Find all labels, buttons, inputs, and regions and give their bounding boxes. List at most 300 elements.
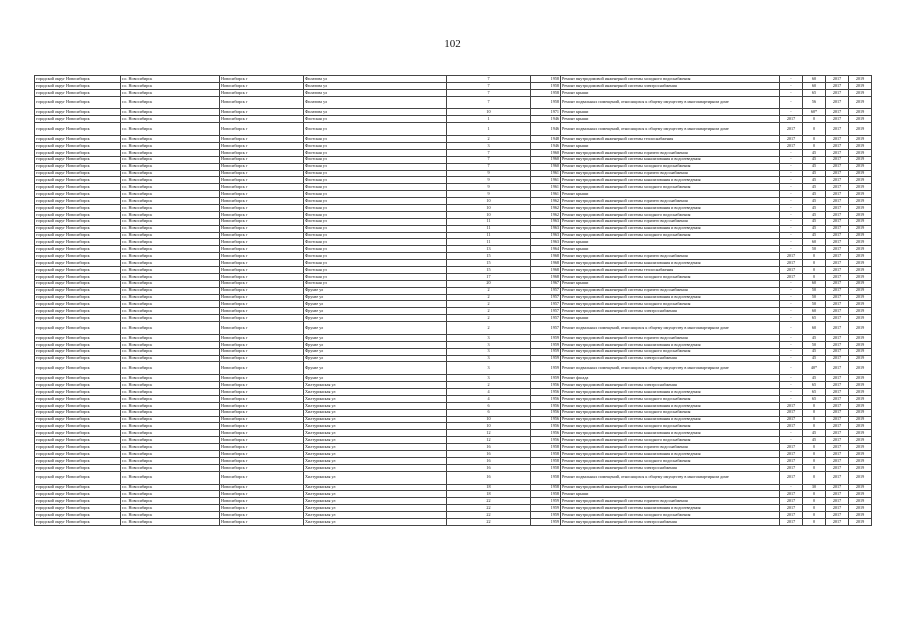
municipality-cell: городской округ Новосибирск <box>35 382 121 389</box>
plan-end-cell: 2019 <box>849 191 872 198</box>
city-cell: Новосибирск г <box>220 430 304 437</box>
plan-end-cell: 2019 <box>849 82 872 89</box>
district-cell: г.о. Новосибирск <box>121 355 220 362</box>
table-row <box>35 518 872 525</box>
plan-end-cell: 2019 <box>849 362 872 375</box>
wear-percent-cell: 0 <box>803 423 826 430</box>
house-number-cell: 7 <box>447 149 531 156</box>
city-cell: Новосибирск г <box>220 518 304 525</box>
work-type-cell: Ремонт внутридомовой инженерной системы канализования и водоотведения <box>561 430 780 437</box>
table-row <box>35 82 872 89</box>
plan-start-cell: 2017 <box>826 395 849 402</box>
plan-start-cell: 2017 <box>826 116 849 123</box>
plan-start-cell: 2017 <box>826 156 849 163</box>
done-year-cell: - <box>780 191 803 198</box>
plan-end-cell: 2019 <box>849 348 872 355</box>
street-cell: Хилтуринская ул <box>304 471 447 484</box>
city-cell: Новосибирск г <box>220 204 304 211</box>
plan-end-cell: 2019 <box>849 457 872 464</box>
street-cell: Хилтуринская ул <box>304 518 447 525</box>
wear-percent-cell: 0 <box>803 505 826 512</box>
plan-start-cell: 2017 <box>826 471 849 484</box>
city-cell: Новосибирск г <box>220 163 304 170</box>
plan-start-cell: 2017 <box>826 253 849 260</box>
municipality-cell: городской округ Новосибирск <box>35 471 121 484</box>
house-number-cell: 7 <box>447 82 531 89</box>
municipality-cell: городской округ Новосибирск <box>35 96 121 109</box>
built-year-cell: 1961 <box>531 191 561 198</box>
wear-percent-cell: 50 <box>803 246 826 253</box>
wear-percent-cell: 0 <box>803 457 826 464</box>
house-number-cell: 3 <box>447 375 531 382</box>
city-cell: Новосибирск г <box>220 451 304 458</box>
house-number-cell: 9 <box>447 170 531 177</box>
house-number-cell: 2 <box>447 322 531 335</box>
built-year-cell: 1968 <box>531 266 561 273</box>
table-row <box>35 260 872 267</box>
municipality-cell: городской округ Новосибирск <box>35 498 121 505</box>
plan-end-cell: 2019 <box>849 512 872 519</box>
wear-percent-cell: 56 <box>803 96 826 109</box>
table-row <box>35 395 872 402</box>
house-number-cell: 12 <box>447 437 531 444</box>
plan-end-cell: 2019 <box>849 96 872 109</box>
built-year-cell: 1960 <box>531 156 561 163</box>
wear-percent-cell: 45 <box>803 198 826 205</box>
district-cell: г.о. Новосибирск <box>121 402 220 409</box>
plan-start-cell: 2017 <box>826 273 849 280</box>
work-type-cell: Ремонт внутридомовой инженерной системы горячего водоснабжения <box>561 253 780 260</box>
table-row <box>35 109 872 116</box>
plan-start-cell: 2017 <box>826 512 849 519</box>
built-year-cell: 1956 <box>531 389 561 396</box>
wear-percent-cell: 50 <box>803 301 826 308</box>
municipality-cell: городской округ Новосибирск <box>35 322 121 335</box>
built-year-cell: 1959 <box>531 375 561 382</box>
plan-end-cell: 2019 <box>849 423 872 430</box>
wear-percent-cell: 65 <box>803 395 826 402</box>
street-cell: Филатова ул <box>304 96 447 109</box>
plan-end-cell: 2019 <box>849 184 872 191</box>
house-number-cell: 12 <box>447 430 531 437</box>
street-cell: Хилтуринская ул <box>304 437 447 444</box>
built-year-cell: 1956 <box>531 437 561 444</box>
house-number-cell: 18 <box>447 484 531 491</box>
built-year-cell: 1968 <box>531 253 561 260</box>
built-year-cell: 1959 <box>531 355 561 362</box>
district-cell: г.о. Новосибирск <box>121 348 220 355</box>
house-number-cell: 7 <box>447 76 531 83</box>
plan-start-cell: 2017 <box>826 82 849 89</box>
done-year-cell: 2017 <box>780 518 803 525</box>
house-number-cell: 10 <box>447 211 531 218</box>
municipality-cell: городской округ Новосибирск <box>35 246 121 253</box>
built-year-cell: 1963 <box>531 239 561 246</box>
work-type-cell: Ремонт внутридомовой инженерной системы электроснабжения <box>561 484 780 491</box>
plan-end-cell: 2019 <box>849 334 872 341</box>
built-year-cell: 1959 <box>531 341 561 348</box>
page-number: 102 <box>444 38 461 50</box>
street-cell: Флотская ул <box>304 184 447 191</box>
plan-end-cell: 2019 <box>849 484 872 491</box>
done-year-cell: 2017 <box>780 409 803 416</box>
municipality-cell: городской округ Новосибирск <box>35 389 121 396</box>
city-cell: Новосибирск г <box>220 260 304 267</box>
done-year-cell: - <box>780 389 803 396</box>
plan-end-cell: 2019 <box>849 287 872 294</box>
built-year-cell: 1958 <box>531 96 561 109</box>
built-year-cell: 1957 <box>531 315 561 322</box>
plan-start-cell: 2017 <box>826 484 849 491</box>
district-cell: г.о. Новосибирск <box>121 382 220 389</box>
wear-percent-cell: 45 <box>803 232 826 239</box>
plan-start-cell: 2017 <box>826 246 849 253</box>
built-year-cell: 1960 <box>531 149 561 156</box>
city-cell: Новосибирск г <box>220 198 304 205</box>
built-year-cell: 1959 <box>531 498 561 505</box>
built-year-cell: 1958 <box>531 76 561 83</box>
plan-start-cell: 2017 <box>826 355 849 362</box>
street-cell: Хилтуринская ул <box>304 395 447 402</box>
plan-start-cell: 2017 <box>826 96 849 109</box>
work-type-cell: Ремонт внутридомовой инженерной системы горячего водоснабжения <box>561 287 780 294</box>
city-cell: Новосибирск г <box>220 355 304 362</box>
plan-start-cell: 2017 <box>826 204 849 211</box>
done-year-cell: 2017 <box>780 142 803 149</box>
street-cell: Хилтуринская ул <box>304 444 447 451</box>
district-cell: г.о. Новосибирск <box>121 484 220 491</box>
built-year-cell: 1968 <box>531 273 561 280</box>
built-year-cell: 1961 <box>531 177 561 184</box>
built-year-cell: 1956 <box>531 402 561 409</box>
built-year-cell: 1959 <box>531 334 561 341</box>
municipality-cell: городской округ Новосибирск <box>35 430 121 437</box>
district-cell: г.о. Новосибирск <box>121 341 220 348</box>
table-row <box>35 505 872 512</box>
house-number-cell: 18 <box>447 491 531 498</box>
city-cell: Новосибирск г <box>220 232 304 239</box>
house-number-cell: 9 <box>447 177 531 184</box>
plan-end-cell: 2019 <box>849 518 872 525</box>
plan-end-cell: 2019 <box>849 136 872 143</box>
plan-end-cell: 2019 <box>849 116 872 123</box>
done-year-cell: - <box>780 149 803 156</box>
street-cell: Флотская ул <box>304 246 447 253</box>
table-row <box>35 484 872 491</box>
wear-percent-cell: 0 <box>803 409 826 416</box>
built-year-cell: 1957 <box>531 294 561 301</box>
city-cell: Новосибирск г <box>220 382 304 389</box>
done-year-cell: 2017 <box>780 491 803 498</box>
house-number-cell: 7 <box>447 96 531 109</box>
table-row <box>35 211 872 218</box>
district-cell: г.о. Новосибирск <box>121 191 220 198</box>
plan-start-cell: 2017 <box>826 498 849 505</box>
municipality-cell: городской округ Новосибирск <box>35 218 121 225</box>
wear-percent-cell: 0 <box>803 491 826 498</box>
done-year-cell: - <box>780 437 803 444</box>
wear-percent-cell: 50 <box>803 287 826 294</box>
plan-start-cell: 2017 <box>826 211 849 218</box>
wear-percent-cell: 45 <box>803 156 826 163</box>
city-cell: Новосибирск г <box>220 375 304 382</box>
house-number-cell: 7 <box>447 89 531 96</box>
table-row <box>35 334 872 341</box>
district-cell: г.о. Новосибирск <box>121 232 220 239</box>
district-cell: г.о. Новосибирск <box>121 409 220 416</box>
street-cell: Хилтуринская ул <box>304 430 447 437</box>
work-type-cell: Ремонт крыши <box>561 491 780 498</box>
done-year-cell: - <box>780 395 803 402</box>
district-cell: г.о. Новосибирск <box>121 512 220 519</box>
work-type-cell: Ремонт внутридомовой инженерной системы канализования и водоотведения <box>561 156 780 163</box>
table-row <box>35 266 872 273</box>
street-cell: Хилтуринская ул <box>304 402 447 409</box>
house-number-cell: 2 <box>447 301 531 308</box>
street-cell: Хилтуринская ул <box>304 491 447 498</box>
work-type-cell: Ремонт внутридомовой инженерной системы канализования и водоотведения <box>561 389 780 396</box>
street-cell: Хилтуринская ул <box>304 498 447 505</box>
wear-percent-cell: 0 <box>803 451 826 458</box>
district-cell: г.о. Новосибирск <box>121 204 220 211</box>
street-cell: Флотская ул <box>304 204 447 211</box>
built-year-cell: 1958 <box>531 82 561 89</box>
table-row <box>35 416 872 423</box>
municipality-cell: городской округ Новосибирск <box>35 198 121 205</box>
street-cell: Фрунзе ул <box>304 334 447 341</box>
built-year-cell: 1958 <box>531 471 561 484</box>
wear-percent-cell: 60 <box>803 280 826 287</box>
house-number-cell: 22 <box>447 512 531 519</box>
work-type-cell: Ремонт внутридомовой инженерной системы холодного водоснабжения <box>561 457 780 464</box>
plan-end-cell: 2019 <box>849 430 872 437</box>
done-year-cell: 2017 <box>780 266 803 273</box>
municipality-cell: городской округ Новосибирск <box>35 451 121 458</box>
built-year-cell: 1946 <box>531 123 561 136</box>
built-year-cell: 1956 <box>531 409 561 416</box>
wear-percent-cell: 45 <box>803 191 826 198</box>
city-cell: Новосибирск г <box>220 156 304 163</box>
plan-end-cell: 2019 <box>849 76 872 83</box>
done-year-cell: - <box>780 362 803 375</box>
city-cell: Новосибирск г <box>220 89 304 96</box>
work-type-cell: Ремонт внутридомовой инженерной системы холодного водоснабжения <box>561 301 780 308</box>
work-type-cell: Ремонт внутридомовой инженерной системы канализования и водоотведения <box>561 225 780 232</box>
work-type-cell: Ремонт крыши <box>561 116 780 123</box>
table-row <box>35 308 872 315</box>
plan-end-cell: 2019 <box>849 225 872 232</box>
work-type-cell: Ремонт внутридомовой инженерной системы горячего водоснабжения <box>561 170 780 177</box>
done-year-cell: 2017 <box>780 498 803 505</box>
house-number-cell: 9 <box>447 184 531 191</box>
plan-start-cell: 2017 <box>826 518 849 525</box>
city-cell: Новосибирск г <box>220 225 304 232</box>
work-type-cell: Ремонт крыши <box>561 315 780 322</box>
plan-start-cell: 2017 <box>826 149 849 156</box>
plan-start-cell: 2017 <box>826 362 849 375</box>
city-cell: Новосибирск г <box>220 253 304 260</box>
done-year-cell: - <box>780 204 803 211</box>
house-number-cell: 2 <box>447 136 531 143</box>
done-year-cell: 2017 <box>780 457 803 464</box>
built-year-cell: 1957 <box>531 301 561 308</box>
work-type-cell: Ремонт внутридомовой инженерной системы канализования и водоотведения <box>561 177 780 184</box>
plan-end-cell: 2019 <box>849 294 872 301</box>
plan-start-cell: 2017 <box>826 260 849 267</box>
work-type-cell: Ремонт внутридомовой инженерной системы электроснабжения <box>561 464 780 471</box>
table-row <box>35 451 872 458</box>
built-year-cell: 1959 <box>531 348 561 355</box>
street-cell: Флотская ул <box>304 273 447 280</box>
street-cell: Фрунзе ул <box>304 287 447 294</box>
house-number-cell: 10 <box>447 198 531 205</box>
table-row <box>35 315 872 322</box>
plan-end-cell: 2019 <box>849 89 872 96</box>
street-cell: Флотская ул <box>304 156 447 163</box>
district-cell: г.о. Новосибирск <box>121 430 220 437</box>
built-year-cell: 1958 <box>531 484 561 491</box>
city-cell: Новосибирск г <box>220 498 304 505</box>
city-cell: Новосибирск г <box>220 308 304 315</box>
district-cell: г.о. Новосибирск <box>121 308 220 315</box>
wear-percent-cell: 45 <box>803 149 826 156</box>
house-number-cell: 16 <box>447 464 531 471</box>
plan-end-cell: 2019 <box>849 149 872 156</box>
built-year-cell: 1958 <box>531 491 561 498</box>
table-row <box>35 76 872 83</box>
done-year-cell: - <box>780 301 803 308</box>
done-year-cell: - <box>780 198 803 205</box>
wear-percent-cell: 50 <box>803 294 826 301</box>
wear-percent-cell: 65 <box>803 315 826 322</box>
street-cell: Хилтуринская ул <box>304 416 447 423</box>
plan-end-cell: 2019 <box>849 409 872 416</box>
wear-percent-cell: 0 <box>803 518 826 525</box>
municipality-cell: городской округ Новосибирск <box>35 437 121 444</box>
table-row <box>35 348 872 355</box>
city-cell: Новосибирск г <box>220 116 304 123</box>
street-cell: Флотская ул <box>304 232 447 239</box>
done-year-cell: - <box>780 177 803 184</box>
plan-end-cell: 2019 <box>849 315 872 322</box>
street-cell: Хилтуринская ул <box>304 389 447 396</box>
district-cell: г.о. Новосибирск <box>121 109 220 116</box>
wear-percent-cell: 30 <box>803 484 826 491</box>
table-row <box>35 382 872 389</box>
work-type-cell: Ремонт фасада <box>561 375 780 382</box>
street-cell: Филатова ул <box>304 89 447 96</box>
plan-start-cell: 2017 <box>826 142 849 149</box>
city-cell: Новосибирск г <box>220 142 304 149</box>
work-type-cell: Ремонт внутридомовой инженерной системы холодного водоснабжения <box>561 163 780 170</box>
district-cell: г.о. Новосибирск <box>121 177 220 184</box>
wear-percent-cell: 45 <box>803 430 826 437</box>
plan-end-cell: 2019 <box>849 232 872 239</box>
plan-start-cell: 2017 <box>826 287 849 294</box>
work-type-cell: Ремонт внутридомовой инженерной системы электроснабжения <box>561 518 780 525</box>
street-cell: Фрунзе ул <box>304 294 447 301</box>
built-year-cell: 1967 <box>531 280 561 287</box>
municipality-cell: городской округ Новосибирск <box>35 170 121 177</box>
done-year-cell: 2017 <box>780 116 803 123</box>
plan-end-cell: 2019 <box>849 416 872 423</box>
done-year-cell: - <box>780 156 803 163</box>
wear-percent-cell: 65 <box>803 382 826 389</box>
work-type-cell: Ремонт внутридомовой инженерной системы холодного водоснабжения <box>561 423 780 430</box>
table-row <box>35 246 872 253</box>
street-cell: Филатова ул <box>304 109 447 116</box>
plan-end-cell: 2019 <box>849 308 872 315</box>
plan-end-cell: 2019 <box>849 177 872 184</box>
plan-end-cell: 2019 <box>849 239 872 246</box>
plan-start-cell: 2017 <box>826 457 849 464</box>
built-year-cell: 1957 <box>531 308 561 315</box>
municipality-cell: городской округ Новосибирск <box>35 518 121 525</box>
street-cell: Флотская ул <box>304 123 447 136</box>
house-number-cell: 11 <box>447 239 531 246</box>
house-number-cell: 10 <box>447 416 531 423</box>
wear-percent-cell: 60 <box>803 322 826 335</box>
municipality-cell: городской округ Новосибирск <box>35 253 121 260</box>
district-cell: г.о. Новосибирск <box>121 184 220 191</box>
district-cell: г.о. Новосибирск <box>121 491 220 498</box>
house-number-cell: 4 <box>447 389 531 396</box>
street-cell: Флотская ул <box>304 191 447 198</box>
table-row <box>35 301 872 308</box>
built-year-cell: 1962 <box>531 204 561 211</box>
plan-end-cell: 2019 <box>849 505 872 512</box>
work-type-cell: Ремонт крыши <box>561 89 780 96</box>
done-year-cell: - <box>780 184 803 191</box>
table-row <box>35 287 872 294</box>
done-year-cell: - <box>780 382 803 389</box>
house-number-cell: 4 <box>447 395 531 402</box>
municipality-cell: городской округ Новосибирск <box>35 287 121 294</box>
district-cell: г.о. Новосибирск <box>121 116 220 123</box>
municipality-cell: городской округ Новосибирск <box>35 464 121 471</box>
plan-end-cell: 2019 <box>849 382 872 389</box>
municipality-cell: городской округ Новосибирск <box>35 484 121 491</box>
house-number-cell: 16 <box>447 457 531 464</box>
wear-percent-cell: 0 <box>803 512 826 519</box>
built-year-cell: 1957 <box>531 287 561 294</box>
plan-end-cell: 2019 <box>849 402 872 409</box>
done-year-cell: - <box>780 308 803 315</box>
done-year-cell: - <box>780 322 803 335</box>
street-cell: Фрунзе ул <box>304 355 447 362</box>
plan-start-cell: 2017 <box>826 341 849 348</box>
city-cell: Новосибирск г <box>220 246 304 253</box>
done-year-cell: 2017 <box>780 505 803 512</box>
built-year-cell: 1946 <box>531 142 561 149</box>
plan-end-cell: 2019 <box>849 142 872 149</box>
built-year-cell: 1956 <box>531 382 561 389</box>
house-number-cell: 10 <box>447 423 531 430</box>
plan-start-cell: 2017 <box>826 123 849 136</box>
district-cell: г.о. Новосибирск <box>121 287 220 294</box>
house-number-cell: 3 <box>447 334 531 341</box>
plan-start-cell: 2017 <box>826 505 849 512</box>
plan-start-cell: 2017 <box>826 170 849 177</box>
district-cell: г.о. Новосибирск <box>121 218 220 225</box>
plan-start-cell: 2017 <box>826 218 849 225</box>
wear-percent-cell: 45 <box>803 163 826 170</box>
plan-end-cell: 2019 <box>849 375 872 382</box>
built-year-cell: 1959 <box>531 512 561 519</box>
street-cell: Флотская ул <box>304 211 447 218</box>
street-cell: Фрунзе ул <box>304 341 447 348</box>
municipality-cell: городской округ Новосибирск <box>35 512 121 519</box>
